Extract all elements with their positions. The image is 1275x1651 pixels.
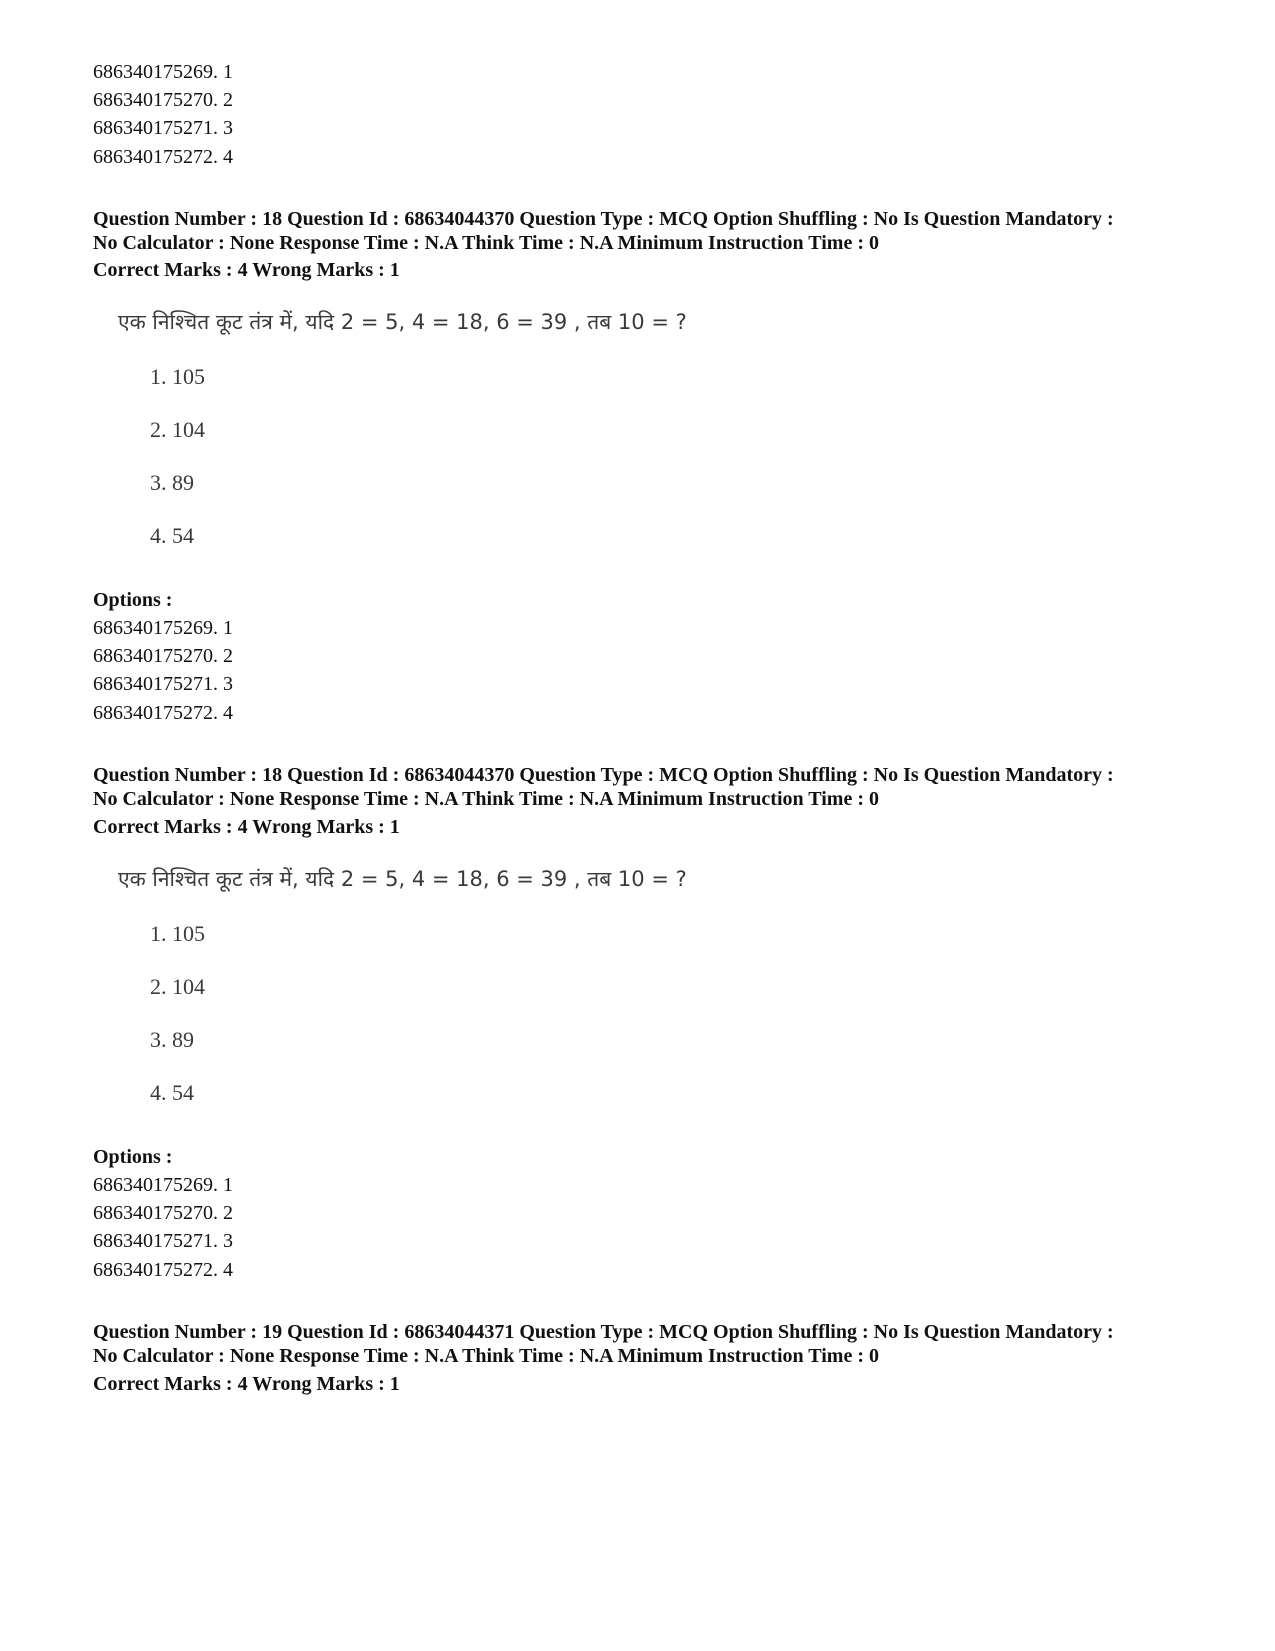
question-header: Question Number : 19 Question Id : 68634044371 Question Type : MCQ Option Shuffling : No Is Question Mandatory :: [93, 1321, 1114, 1343]
option-id-line: 686340175269. 1: [93, 61, 233, 83]
answer-choice: 2. 104: [150, 974, 205, 999]
answer-choice: 4. 54: [150, 523, 194, 548]
answer-choice: 1. 105: [150, 364, 205, 389]
answer-choice: 2. 104: [150, 417, 205, 442]
option-id-line: 686340175269. 1: [93, 617, 233, 639]
option-id-line: 686340175269. 1: [93, 1174, 233, 1196]
question-header: No Calculator : None Response Time : N.A Think Time : N.A Minimum Instruction Time : 0: [93, 1345, 879, 1367]
answer-choice: 3. 89: [150, 1027, 194, 1052]
question-header: Question Number : 18 Question Id : 68634044370 Question Type : MCQ Option Shuffling : No Is Question Mandatory :: [93, 764, 1114, 786]
answer-choice: 3. 89: [150, 470, 194, 495]
answer-choice: 1. 105: [150, 921, 205, 946]
options-label: Options :: [93, 1146, 173, 1168]
option-id-line: 686340175270. 2: [93, 645, 233, 667]
answer-choice: 4. 54: [150, 1080, 194, 1105]
option-id-line: 686340175272. 4: [93, 146, 233, 168]
option-id-line: 686340175271. 3: [93, 117, 233, 139]
question-header: Question Number : 18 Question Id : 68634044370 Question Type : MCQ Option Shuffling : No Is Question Mandatory :: [93, 208, 1114, 230]
option-id-line: 686340175271. 3: [93, 673, 233, 695]
question-marks: Correct Marks : 4 Wrong Marks : 1: [93, 816, 400, 838]
option-id-line: 686340175270. 2: [93, 89, 233, 111]
question-text: एक निश्चित कूट तंत्र में, यदि 2 = 5, 4 = 18, 6 = 39 , तब 10 = ?: [118, 310, 687, 334]
question-image: [118, 865, 698, 1115]
option-id-line: 686340175270. 2: [93, 1202, 233, 1224]
question-marks: Correct Marks : 4 Wrong Marks : 1: [93, 259, 400, 281]
options-label: Options :: [93, 589, 173, 611]
question-header: No Calculator : None Response Time : N.A Think Time : N.A Minimum Instruction Time : 0: [93, 788, 879, 810]
option-id-line: 686340175271. 3: [93, 1230, 233, 1252]
option-id-line: 686340175272. 4: [93, 702, 233, 724]
question-image: [118, 308, 698, 558]
question-marks: Correct Marks : 4 Wrong Marks : 1: [93, 1373, 400, 1395]
option-id-line: 686340175272. 4: [93, 1259, 233, 1281]
question-text: एक निश्चित कूट तंत्र में, यदि 2 = 5, 4 = 18, 6 = 39 , तब 10 = ?: [118, 867, 687, 891]
question-header: No Calculator : None Response Time : N.A Think Time : N.A Minimum Instruction Time : 0: [93, 232, 879, 254]
